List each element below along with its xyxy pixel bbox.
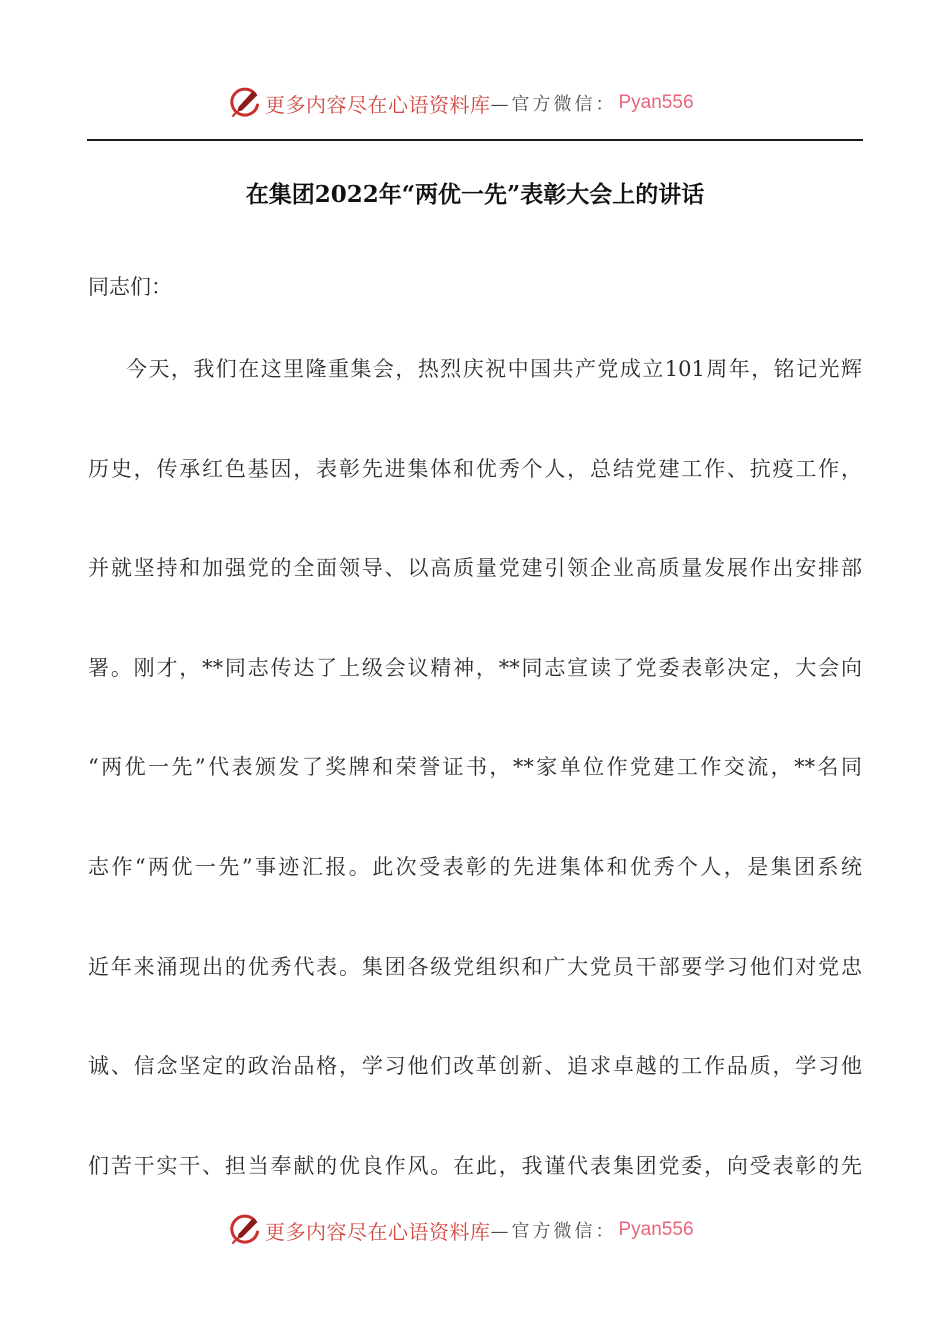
watermark-wechat-id: Pyan556 (618, 1219, 694, 1240)
watermark-promo-text: 更多内容尽在心语资料库 (265, 92, 491, 117)
watermark-wechat-label: —官方微信： (490, 1221, 617, 1242)
watermark-promo-text: 更多内容尽在心语资料库 (265, 1219, 491, 1244)
paragraph-line: 志作“两优一先”事迹汇报。此次受表彰的先进集体和优秀个人，是集团系统 (88, 854, 862, 879)
paragraph-line: 历史，传承红色基因，表彰先进集体和优秀个人，总结党建工作、抗疫工作， (88, 456, 862, 481)
body-paragraph (88, 320, 862, 1216)
quill-pen-logo-icon (228, 1213, 262, 1247)
document-title: 在集团2022年“两优一先”表彰大会上的讲话 (245, 181, 705, 208)
quill-pen-logo-icon (228, 86, 262, 120)
paragraph-line: 今天，我们在这里隆重集会，热烈庆祝中国共产党成立101周年，铭记光辉 (126, 357, 862, 381)
watermark-wechat-id: Pyan556 (618, 92, 694, 113)
watermark-wechat-label: —官方微信： (490, 94, 617, 115)
paragraph-line: 并就坚持和加强党的全面领导、以高质量党建引领企业高质量发展作出安排部 (88, 556, 862, 581)
paragraph-line: “两优一先”代表颁发了奖牌和荣誉证书，**家单位作党建工作交流，**名同 (88, 755, 862, 780)
paragraph-line: 近年来涌现出的优秀代表。集团各级党组织和广大党员干部要学习他们对党忠 (88, 954, 862, 979)
paragraph-line: 署。刚才，**同志传达了上级会议精神，**同志宣读了党委表彰决定，大会向 (88, 655, 862, 680)
footer-watermark (228, 1213, 694, 1247)
header-rule (87, 139, 863, 141)
salutation: 同志们： (88, 275, 172, 299)
paragraph-line: 们苦干实干、担当奉献的优良作风。在此，我谨代表集团党委，向受表彰的先 (88, 1153, 862, 1178)
header-watermark (228, 86, 694, 120)
paragraph-line: 诚、信念坚定的政治品格，学习他们改革创新、追求卓越的工作品质，学习他 (88, 1054, 862, 1079)
